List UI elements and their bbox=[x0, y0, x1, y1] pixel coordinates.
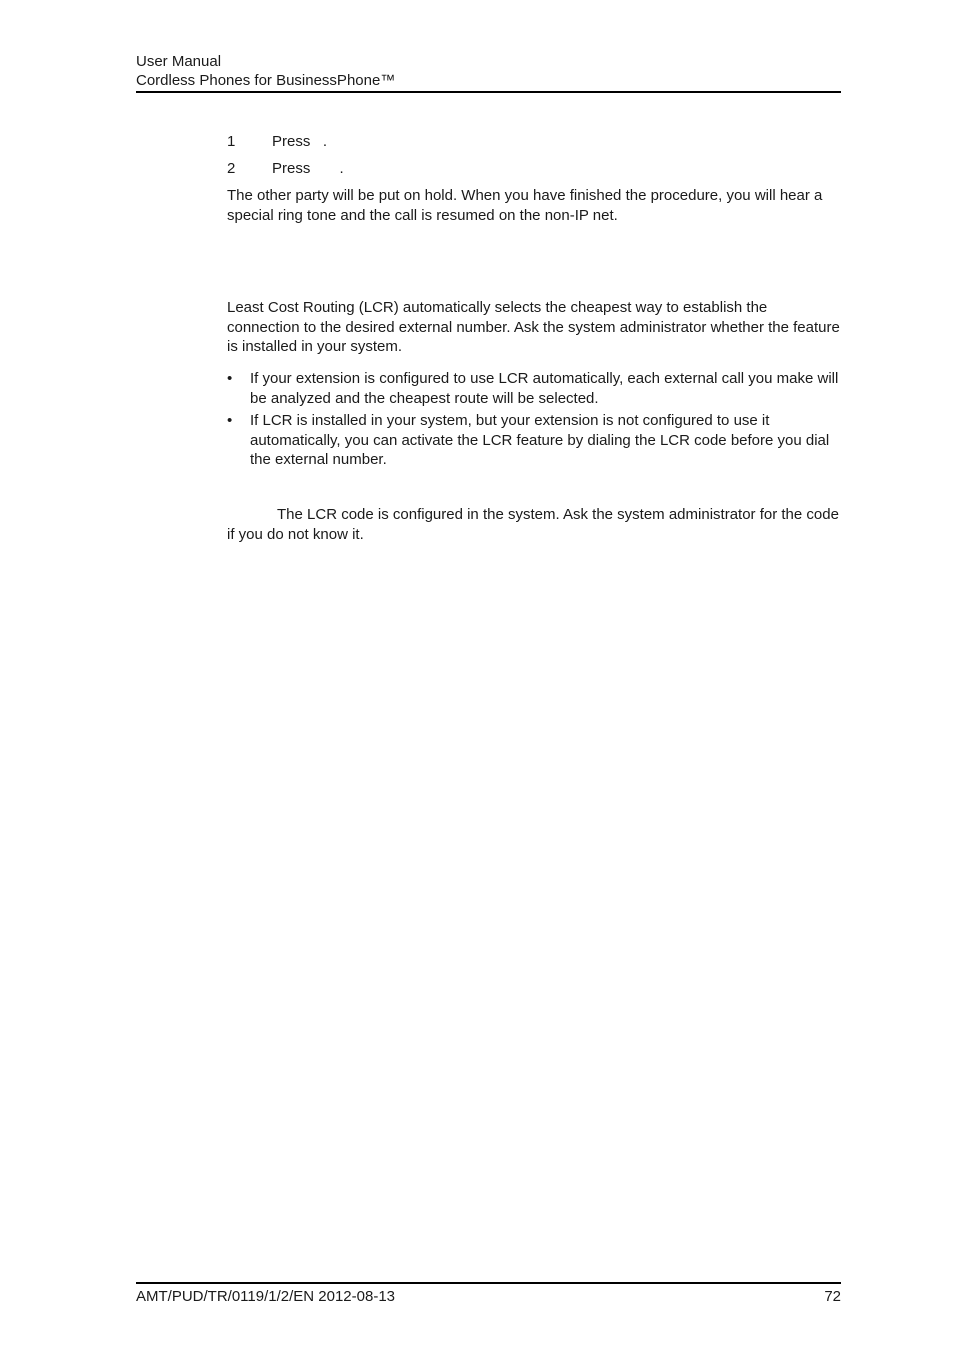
header-subtitle: Cordless Phones for BusinessPhone™ bbox=[136, 72, 396, 89]
lcr-intro-paragraph: Least Cost Routing (LCR) automatically selects the cheapest way to establish the connection to the desired external number. Ask the system administrator whether the feature is installed in your system. bbox=[227, 299, 840, 355]
header-title: User Manual bbox=[136, 53, 222, 70]
footer-doc-id: AMT/PUD/TR/0119/1/2/EN 2012-08-13 bbox=[136, 1288, 396, 1305]
step-number: 1 bbox=[227, 133, 236, 150]
page-header bbox=[136, 52, 841, 93]
bullet-text: If LCR is installed in your system, but your extension is not configured to use it automatically, you can activate the LCR feature by dialing the LCR code before you dial the external number. bbox=[250, 412, 830, 468]
note-paragraph: The LCR code is configured in the system. Ask the system administrator for the code if you do not know it. bbox=[227, 506, 839, 543]
page-footer bbox=[136, 1282, 841, 1306]
hold-paragraph: The other party will be put on hold. When you have finished the procedure, you will hear a special ring tone and the call is resumed on the non-IP net. bbox=[227, 187, 823, 224]
bullet-marker: • bbox=[227, 412, 233, 429]
step-text: Press . bbox=[272, 133, 328, 150]
bullet-text: If your extension is configured to use LCR automatically, each external call you make will be analyzed and the cheapest route will be selected. bbox=[250, 370, 839, 407]
bullet-marker: • bbox=[227, 370, 233, 387]
page-number: 72 bbox=[824, 1288, 841, 1305]
step-text: Press . bbox=[272, 160, 344, 177]
step-number: 2 bbox=[227, 160, 236, 177]
